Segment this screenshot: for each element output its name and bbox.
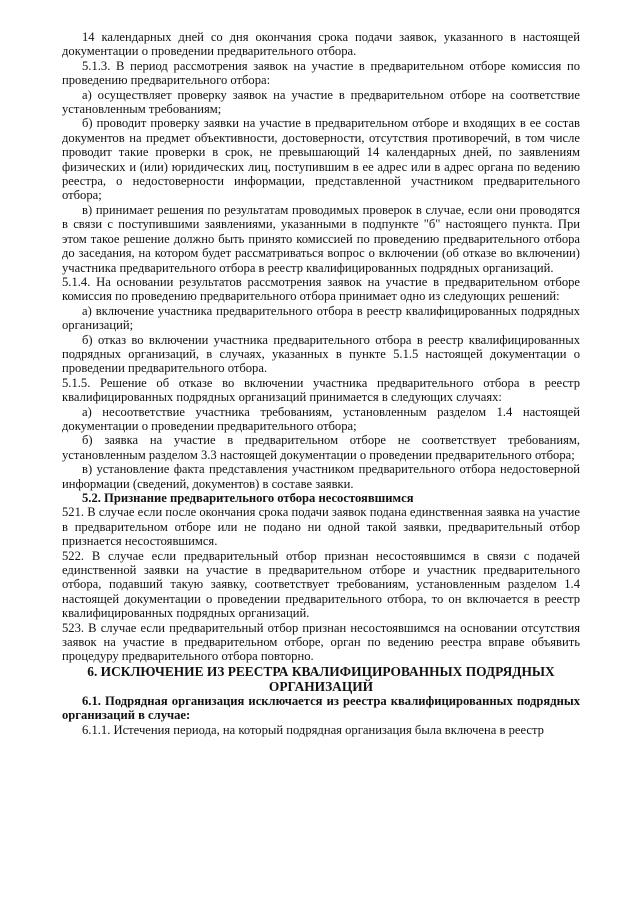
- paragraph: б) заявка на участие в предварительном отборе не соответствует требованиям, установленным разделом 3.3 настоящей документации о проведении предварительного отбора;: [62, 433, 580, 462]
- paragraph: 523. В случае если предварительный отбор признан несостоявшимся на основании отсутствия заявок на участие в предварительном отборе, орган по ведению реестра вправе объявить процедуру предварительного отбора повторно.: [62, 620, 580, 664]
- paragraph: 5.1.3. В период рассмотрения заявок на участие в предварительном отборе комиссия по проведению предварительного отбора:: [62, 58, 580, 88]
- paragraph: в) принимает решения по результатам проводимых проверок в случае, если они проводятся в связи с поступившими заявлениями, указанными в подпункте "б" настоящего пункта. При этом такое решение должно быть принято комиссией по проведению предварительного отбора до заседания, на котором будет рассматриваться вопрос о включении (об отказе во включении) участника предварительного отбора в реестр квалифицированных подрядных организаций.: [62, 202, 580, 275]
- paragraph: б) проводит проверку заявки на участие в предварительном отборе и входящих в ее состав документов на предмет объективности, достоверности, отсутствия противоречий, в том числе проводит такие проверки в срок, не превышающий 14 календарных дней, по заявлениям физических и (или) юридических лиц, поступившим в ее адрес или в адрес органа по ведению реестра, о недостоверности информации, представленной участником предварительного отбора;: [62, 116, 580, 203]
- paragraph: а) несоответствие участника требованиям, установленным разделом 1.4 настоящей документации о проведении предварительного отбора;: [62, 404, 580, 433]
- section-heading: 5.2. Признание предварительного отбора несостоявшимся: [82, 491, 414, 505]
- paragraph: 6.1.1. Истечения периода, на который подрядная организация была включена в реестр: [82, 722, 544, 737]
- paragraph: 5.1.5. Решение об отказе во включении участника предварительного отбора в реестр квалифицированных подрядных организаций принимается в следующих случаях:: [62, 375, 580, 405]
- paragraph: 521. В случае если после окончания срока подачи заявок подана единственная заявка на участие в предварительном отборе или не подано ни одной такой заявки, предварительный отбор признается несостоявшимся.: [62, 505, 580, 549]
- chapter-heading: 6. ИСКЛЮЧЕНИЕ ИЗ РЕЕСТРА КВАЛИФИЦИРОВАННЫХ ПОДРЯДНЫХ: [87, 663, 555, 679]
- document-page: [62, 30, 580, 737]
- paragraph: а) включение участника предварительного отбора в реестр квалифицированных подрядных организаций;: [62, 303, 580, 333]
- paragraph: 14 календарных дней со дня окончания срока подачи заявок, указанного в настоящей документации о проведении предварительного отбора.: [62, 30, 580, 59]
- paragraph: 522. В случае если предварительный отбор признан несостоявшимся в связи с подачей единственной заявки на участие в предварительном отборе и участник предварительного отбора, подавший такую заявку, соответствует требованиям, установленным разделом 1.4 настоящей документации о проведении предварительного отбора, то он включается в реестр квалифицированных подрядных организаций.: [62, 548, 580, 621]
- paragraph: в) установление факта представления участником предварительного отбора недостоверной информации (сведений, документов) в составе заявки.: [62, 462, 580, 491]
- paragraph: 6.1. Подрядная организация исключается из реестра квалифицированных подрядных организаций в случае:: [62, 693, 580, 723]
- paragraph: а) осуществляет проверку заявок на участие в предварительном отборе на соответствие установленным требованиям;: [62, 87, 580, 117]
- chapter-heading-continued: ОРГАНИЗАЦИЙ: [268, 678, 374, 694]
- paragraph: 5.1.4. На основании результатов рассмотрения заявок на участие в предварительном отборе комиссия по проведению предварительного отбора принимает одно из следующих решений:: [62, 274, 580, 304]
- paragraph: б) отказ во включении участника предварительного отбора в реестр квалифицированных подрядных организаций, в случаях, указанных в пункте 5.1.5 настоящей документации о проведении предварительного отбора.: [62, 332, 580, 376]
